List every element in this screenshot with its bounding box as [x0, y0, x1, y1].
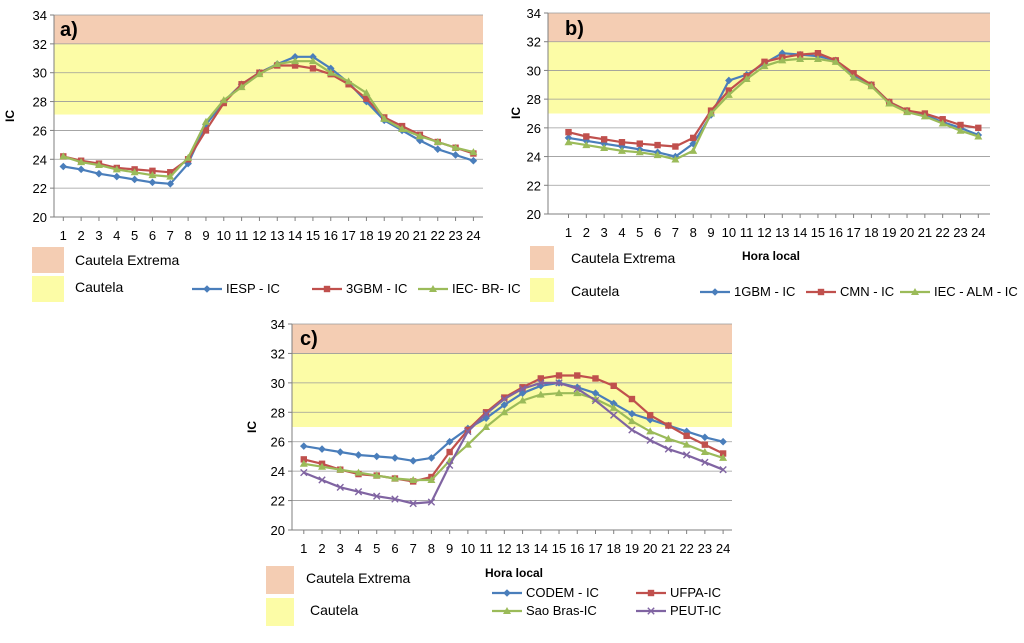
legend-label: Sao Bras-IC — [526, 603, 597, 618]
x-tick-label: 2 — [582, 225, 590, 240]
legend-entry — [900, 284, 1018, 299]
band-cautela — [292, 353, 732, 427]
legend-entry — [700, 284, 795, 299]
y-tick-label: 30 — [526, 63, 541, 79]
y-tick-label: 32 — [270, 346, 285, 362]
data-point — [300, 442, 308, 450]
x-tick-label: 19 — [377, 228, 392, 243]
x-tick-label: 13 — [775, 225, 790, 240]
x-tick-label: 20 — [394, 228, 410, 243]
x-tick-label: 6 — [653, 225, 662, 240]
y-tick-label: 24 — [526, 149, 541, 165]
x-tick-label: 14 — [792, 225, 808, 240]
chart-panel-b — [509, 6, 1018, 302]
x-tick-label: 23 — [697, 541, 713, 556]
legend-entry — [492, 585, 599, 600]
x-tick-label: 14 — [533, 541, 549, 556]
y-tick-label: 26 — [32, 123, 47, 139]
data-point — [629, 396, 635, 402]
data-point — [149, 179, 157, 187]
legend-label: UFPA-IC — [670, 585, 722, 600]
legend-marker — [503, 589, 511, 597]
x-tick-label: 3 — [336, 541, 344, 556]
x-tick-label: 5 — [373, 541, 381, 556]
data-point — [690, 135, 696, 141]
x-tick-label: 7 — [166, 228, 174, 243]
data-point — [556, 372, 562, 378]
data-point — [60, 163, 68, 171]
panel-label: c) — [300, 328, 318, 350]
x-tick-label: 23 — [448, 228, 463, 243]
x-tick-label: 22 — [935, 225, 950, 240]
band-cautela-extrema — [292, 324, 732, 353]
band-legend-label: Cautela — [571, 283, 620, 299]
x-tick-label: 19 — [624, 541, 640, 556]
data-point — [683, 433, 689, 439]
data-point — [665, 422, 671, 428]
x-tick-label: 4 — [354, 541, 363, 556]
x-axis-title: Hora local — [484, 566, 544, 580]
legend-marker — [203, 285, 211, 293]
data-point — [654, 142, 660, 148]
data-point — [355, 451, 363, 459]
x-tick-label: 19 — [881, 225, 897, 240]
x-tick-label: 2 — [77, 228, 85, 243]
y-tick-label: 28 — [526, 92, 541, 108]
y-tick-label: 28 — [32, 94, 47, 110]
y-tick-label: 24 — [32, 152, 47, 168]
band-legend-swatch — [266, 566, 294, 594]
band-legend-label: Cautela — [310, 602, 359, 618]
x-tick-label: 5 — [636, 225, 644, 240]
x-tick-label: 10 — [216, 228, 232, 243]
y-tick-label: 34 — [526, 6, 541, 21]
y-tick-label: 20 — [526, 207, 541, 222]
data-point — [975, 125, 981, 131]
legend-entry — [806, 284, 894, 299]
data-point — [95, 170, 103, 178]
x-tick-label: 3 — [95, 228, 103, 243]
x-tick-label: 21 — [412, 228, 428, 243]
y-tick-label: 24 — [270, 464, 285, 480]
band-cautela-extrema — [54, 15, 483, 44]
band-legend-swatch — [32, 247, 64, 273]
x-tick-label: 16 — [828, 225, 843, 240]
legend-marker — [324, 286, 330, 292]
legend-label: IESP - IC — [226, 281, 280, 296]
x-tick-label: 15 — [810, 225, 826, 240]
band-legend-label: Cautela Extrema — [571, 250, 676, 266]
x-tick-label: 9 — [202, 228, 210, 243]
x-tick-label: 11 — [739, 225, 754, 240]
data-point — [619, 139, 625, 145]
panel-label: b) — [565, 18, 584, 40]
y-tick-label: 32 — [32, 36, 47, 52]
x-tick-label: 22 — [679, 541, 694, 556]
band-legend-label: Cautela Extrema — [75, 252, 180, 268]
data-point — [601, 136, 607, 142]
x-tick-label: 17 — [846, 225, 861, 240]
y-tick-label: 22 — [270, 493, 285, 509]
x-tick-label: 17 — [341, 228, 356, 243]
x-tick-label: 1 — [564, 225, 573, 240]
x-tick-label: 21 — [917, 225, 933, 240]
band-cautela — [54, 44, 483, 115]
x-tick-label: 18 — [864, 225, 879, 240]
legend-entry — [636, 585, 721, 600]
data-point — [565, 129, 571, 135]
x-tick-label: 3 — [600, 225, 608, 240]
y-tick-label: 32 — [526, 34, 541, 50]
data-point — [592, 375, 598, 381]
x-tick-label: 8 — [184, 228, 192, 243]
x-tick-label: 11 — [479, 541, 493, 556]
legend-label: PEUT-IC — [670, 603, 722, 618]
band-legend-swatch — [32, 276, 64, 302]
x-tick-label: 22 — [430, 228, 445, 243]
band-legend-swatch — [530, 278, 554, 302]
data-point — [719, 438, 727, 446]
legend-marker — [818, 289, 824, 295]
x-tick-label: 14 — [287, 228, 303, 243]
band-legend-swatch — [530, 246, 554, 270]
x-tick-label: 6 — [148, 228, 157, 243]
y-axis-title: IC — [3, 110, 17, 122]
legend-label: 1GBM - IC — [734, 284, 796, 299]
data-point — [672, 143, 678, 149]
data-point — [131, 176, 139, 184]
data-point — [113, 173, 121, 181]
y-axis-title: IC — [509, 107, 523, 119]
x-tick-label: 16 — [570, 541, 585, 556]
legend-entry — [192, 281, 280, 296]
band-legend-label: Cautela — [75, 279, 124, 295]
legend-entry — [636, 603, 721, 618]
legend-marker — [648, 590, 654, 596]
x-tick-label: 18 — [606, 541, 621, 556]
data-point — [318, 445, 326, 453]
legend-label: IEC - ALM - IC — [934, 284, 1018, 299]
band-legend-label: Cautela Extrema — [306, 570, 411, 586]
x-tick-label: 7 — [409, 541, 417, 556]
data-point — [446, 449, 452, 455]
y-tick-label: 34 — [32, 8, 47, 23]
legend-marker — [711, 288, 719, 296]
data-point — [409, 457, 417, 465]
x-tick-label: 1 — [59, 228, 67, 243]
band-legend-swatch — [266, 598, 294, 626]
x-tick-label: 6 — [391, 541, 399, 556]
x-tick-label: 17 — [588, 541, 603, 556]
legend-label: IEC- BR- IC — [452, 281, 521, 296]
data-point — [583, 133, 589, 139]
x-tick-label: 23 — [953, 225, 968, 240]
x-tick-label: 13 — [270, 228, 285, 243]
y-tick-label: 30 — [32, 65, 47, 81]
x-tick-label: 13 — [515, 541, 530, 556]
x-tick-label: 15 — [551, 541, 567, 556]
x-tick-label: 9 — [707, 225, 715, 240]
chart-panel-c — [245, 317, 732, 626]
legend-label: CODEM - IC — [526, 585, 599, 600]
x-tick-label: 8 — [689, 225, 697, 240]
chart-panel-a — [3, 8, 521, 302]
band-cautela-extrema — [548, 13, 990, 42]
legend-entry — [418, 281, 521, 296]
x-tick-label: 20 — [899, 225, 915, 240]
x-tick-label: 18 — [359, 228, 374, 243]
data-point — [373, 453, 381, 461]
data-point — [689, 147, 697, 154]
x-tick-label: 1 — [300, 541, 308, 556]
y-tick-label: 22 — [526, 178, 541, 194]
data-point — [574, 372, 580, 378]
y-tick-label: 22 — [32, 181, 47, 197]
x-tick-label: 24 — [971, 225, 986, 240]
y-tick-label: 26 — [270, 434, 285, 450]
x-tick-label: 8 — [427, 541, 436, 556]
x-axis-title: Hora local — [741, 249, 801, 263]
data-point — [701, 434, 709, 442]
x-tick-label: 12 — [497, 541, 512, 556]
data-point — [77, 166, 85, 174]
panel-label: a) — [60, 19, 78, 41]
y-tick-label: 26 — [526, 120, 541, 136]
y-tick-label: 20 — [32, 210, 47, 225]
data-point — [637, 140, 643, 146]
data-point — [452, 151, 460, 159]
x-tick-label: 16 — [323, 228, 338, 243]
x-tick-label: 4 — [618, 225, 626, 240]
x-tick-label: 10 — [721, 225, 737, 240]
x-tick-label: 2 — [318, 541, 326, 556]
legend-entry — [312, 281, 407, 296]
data-point — [611, 383, 617, 389]
data-point — [391, 454, 399, 462]
legend-label: CMN - IC — [840, 284, 895, 299]
x-tick-label: 21 — [661, 541, 676, 556]
x-tick-label: 20 — [642, 541, 658, 556]
x-tick-label: 5 — [131, 228, 139, 243]
x-tick-label: 11 — [234, 228, 249, 243]
x-tick-label: 24 — [466, 228, 481, 243]
data-point — [310, 65, 316, 71]
x-tick-label: 7 — [671, 225, 680, 240]
data-point — [470, 157, 478, 165]
x-tick-label: 9 — [446, 541, 454, 556]
x-tick-label: 24 — [715, 541, 731, 556]
band-cautela — [548, 42, 990, 114]
y-axis-title: IC — [245, 421, 259, 433]
x-tick-label: 12 — [757, 225, 772, 240]
x-tick-label: 10 — [460, 541, 476, 556]
data-point — [336, 448, 344, 456]
data-point — [702, 441, 708, 447]
data-point — [647, 412, 653, 418]
y-tick-label: 20 — [270, 523, 285, 538]
x-tick-label: 12 — [252, 228, 267, 243]
data-point — [434, 145, 442, 153]
y-tick-label: 34 — [270, 317, 285, 332]
y-tick-label: 28 — [270, 405, 285, 421]
legend-entry — [492, 603, 597, 618]
x-tick-label: 4 — [113, 228, 121, 243]
x-tick-label: 15 — [305, 228, 321, 243]
legend-label: 3GBM - IC — [346, 281, 408, 296]
y-tick-label: 30 — [270, 375, 285, 391]
